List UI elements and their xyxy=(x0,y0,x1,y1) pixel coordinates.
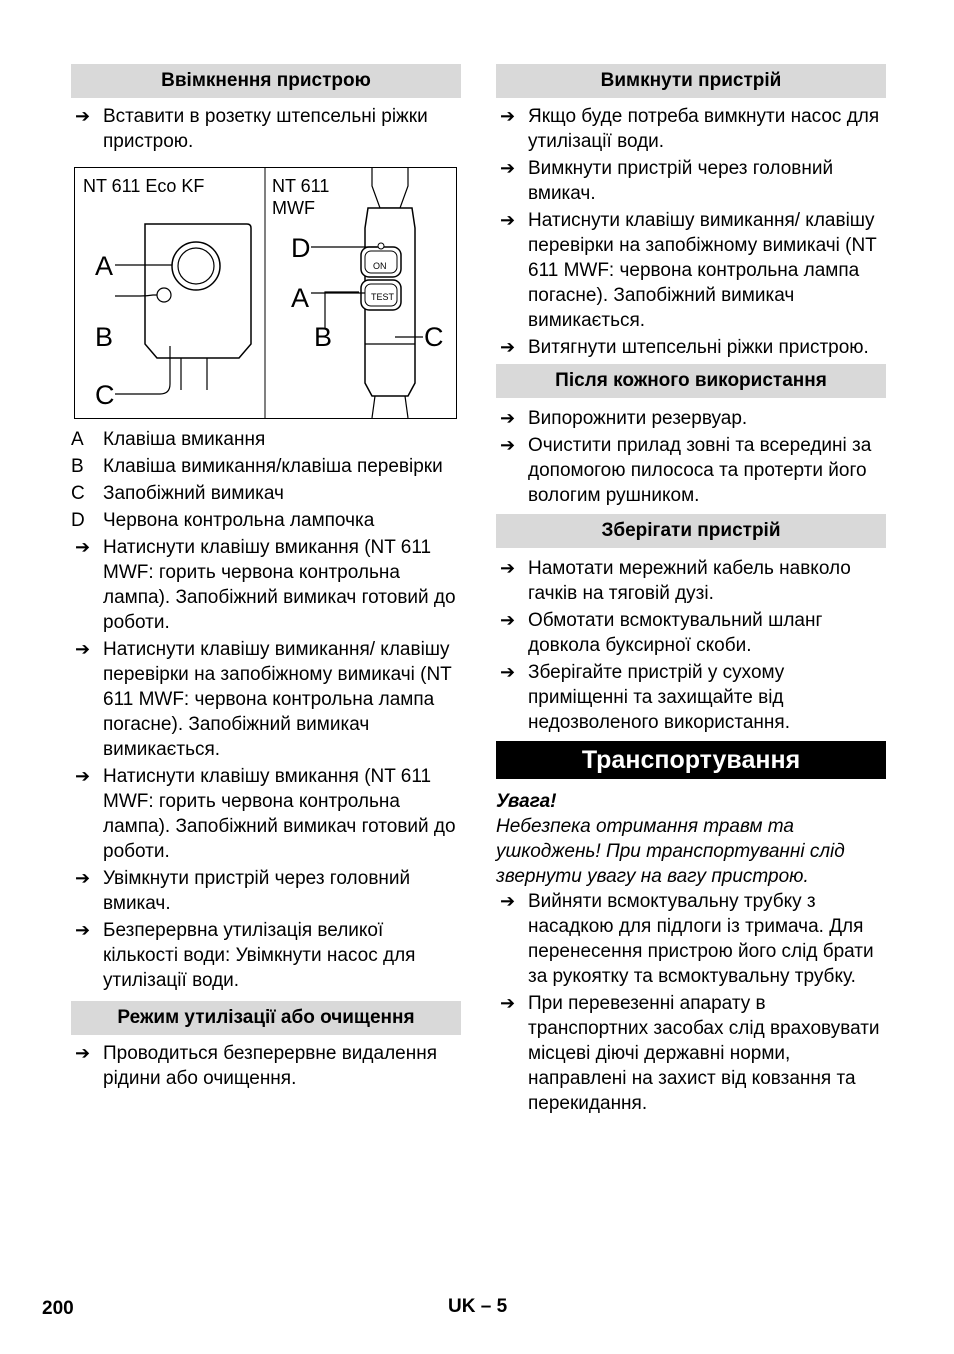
list-item: ➔ Якщо буде потреба вимкнути насос для утилізації води. xyxy=(500,106,880,152)
transport-list xyxy=(496,889,886,1116)
list-item: ➔ Увімкнути пристрій через головний вмикач. xyxy=(75,868,411,914)
label-b-right: B xyxy=(314,322,333,352)
arrow-right-icon: ➔ xyxy=(75,1043,91,1063)
right-model-label-line2: MWF xyxy=(272,198,315,218)
off-button-shape xyxy=(157,288,171,302)
arrow-right-icon: ➔ xyxy=(500,210,516,230)
right-model-label-line1: NT 611 xyxy=(272,176,330,196)
after-use-list xyxy=(496,398,886,508)
arrow-right-icon: ➔ xyxy=(500,610,516,630)
label-c-left: C xyxy=(95,380,115,410)
label-b-left: B xyxy=(95,322,114,352)
right-column xyxy=(496,64,886,1118)
list-item: ➔ При перевезенні апарату в транспортних засобах слід враховувати місцеві діючі державні норми, направлені на захист від ковзання та перекидання. xyxy=(500,993,880,1114)
section-title-storage: Зберігати пристрій xyxy=(496,514,886,548)
arrow-right-icon: ➔ xyxy=(75,766,91,786)
switch-diagram xyxy=(74,167,457,419)
list-item: ➔ Натиснути клавішу вмикання (NT 611 MWF: горить червона контрольна лампа). Запобіжний вимикач готовий до роботи. xyxy=(75,537,456,633)
label-c-right: C xyxy=(424,322,444,352)
list-item: ➔ Випорожнити резервуар. xyxy=(500,408,748,429)
legend-item: A Клавіша вмикання xyxy=(71,429,266,450)
list-item: ➔ Вставити в розетку штепсельні ріжки пристрою. xyxy=(75,106,428,152)
section-title-switch-off: Вимкнути пристрій xyxy=(496,64,886,98)
arrow-right-icon: ➔ xyxy=(500,106,516,126)
list-item: ➔ Вимкнути пристрій через головний вмикач. xyxy=(500,158,834,204)
section-title-after-use: Після кожного використання xyxy=(496,364,886,398)
list-item: ➔ Безперервна утилізація великої кількості води: Увімкнути насос для утилізації води. xyxy=(75,920,416,991)
list-item: ➔ Очистити прилад зовні та всередині за допомогою пилососа та протерти його вологим рушником. xyxy=(500,435,872,506)
switch-diagram-drawing xyxy=(75,168,456,418)
list-item: ➔ Обмотати всмоктувальний шланг довкола буксирної скоби. xyxy=(500,610,823,656)
section-title-switch-on: Ввімкнення пристрою xyxy=(71,64,461,98)
arrow-right-icon: ➔ xyxy=(500,435,516,455)
red-lamp-shape xyxy=(378,243,384,249)
arrow-right-icon: ➔ xyxy=(75,639,91,659)
legend-item: C Запобіжний вимикач xyxy=(71,483,284,504)
list-item: ➔ Витягнути штепсельні ріжки пристрою. xyxy=(500,337,869,358)
arrow-right-icon: ➔ xyxy=(500,662,516,682)
arrow-right-icon: ➔ xyxy=(500,158,516,178)
arrow-right-icon: ➔ xyxy=(500,558,516,578)
warning-title: Увага! xyxy=(496,791,557,812)
warning-text: Небезпека отримання травм та ушкоджень! При транспортуванні слід звернути увагу на вагу пристрою. xyxy=(496,816,845,887)
section-title-transport: Транспортування xyxy=(496,741,886,779)
left-model-label: NT 611 Eco KF xyxy=(83,176,205,196)
label-a-left: A xyxy=(95,251,114,281)
list-item: ➔ Натиснути клавішу вимикання/ клавішу перевірки на запобіжному вимикачі (NT 611 MWF: червона контрольна лампа погасне). Запобіжний вимикач вимикається. xyxy=(75,639,452,760)
arrow-right-icon: ➔ xyxy=(500,993,516,1013)
section-title-disposal-mode: Режим утилізації або очищення xyxy=(71,1001,461,1035)
switch-on-list xyxy=(71,98,461,154)
arrow-right-icon: ➔ xyxy=(500,891,516,911)
storage-list xyxy=(496,548,886,735)
label-a-right: A xyxy=(291,283,310,313)
legend-item: D Червона контрольна лампочка xyxy=(71,510,375,531)
arrow-right-icon: ➔ xyxy=(75,106,91,126)
list-item: ➔ Натиснути клавішу вимикання/ клавішу перевірки на запобіжному вимикачі (NT 611 MWF: червона контрольна лампа погасне). Запобіжний вимикач вимикається. xyxy=(500,210,877,331)
list-item: ➔ Зберігайте пристрій у сухому приміщенні та захищайте від недозволеного використання. xyxy=(500,662,790,733)
label-d-right: D xyxy=(291,233,311,263)
list-item: ➔ Вийняти всмоктувальну трубку з насадкою для підлоги із тримача. Для перенесення пристрою його слід брати за рукоятку та всмоктувальну трубку. xyxy=(500,891,874,987)
on-text: ON xyxy=(373,261,387,271)
list-item: ➔ Намотати мережний кабель навколо гачків на тяговій дузі. xyxy=(500,558,851,604)
list-item: ➔ Натиснути клавішу вмикання (NT 611 MWF: горить червона контрольна лампа). Запобіжний вимикач готовий до роботи. xyxy=(75,766,456,862)
figure-legend xyxy=(71,427,461,533)
test-text: TEST xyxy=(371,292,395,302)
arrow-right-icon: ➔ xyxy=(75,920,91,940)
left-column xyxy=(71,64,461,1093)
page-number: 200 xyxy=(42,1298,74,1319)
legend-item: B Клавіша вимикання/клавіша перевірки xyxy=(71,456,443,477)
arrow-right-icon: ➔ xyxy=(500,408,516,428)
list-item: ➔ Проводиться безперервне видалення рідини або очищення. xyxy=(75,1043,437,1089)
language-page-marker: UK – 5 xyxy=(448,1296,508,1317)
arrow-right-icon: ➔ xyxy=(500,337,516,357)
switch-off-list xyxy=(496,98,886,360)
arrow-right-icon: ➔ xyxy=(75,868,91,888)
arrow-right-icon: ➔ xyxy=(75,537,91,557)
disposal-mode-list xyxy=(71,1035,461,1091)
operation-steps-list xyxy=(71,535,461,993)
